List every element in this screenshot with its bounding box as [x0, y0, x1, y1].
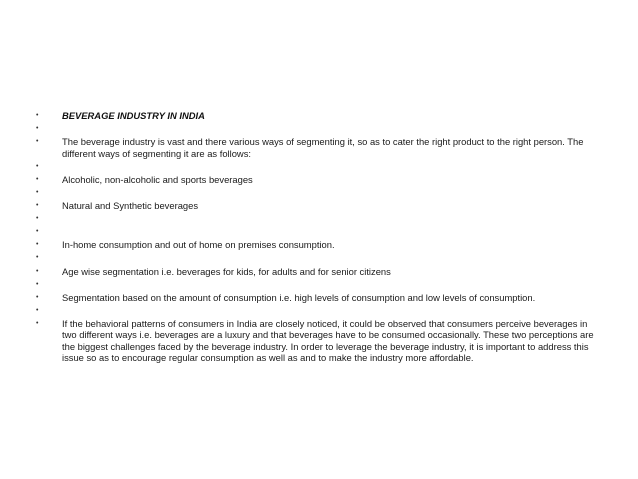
bullet-icon: • — [36, 280, 39, 288]
bullet-list — [36, 110, 602, 366]
bullet-item-intro — [36, 136, 602, 159]
bullet-icon: • — [36, 215, 39, 223]
bullet-item-amount — [36, 292, 602, 304]
bullet-item-empty — [36, 213, 602, 225]
bullet-item-age-wise — [36, 266, 602, 278]
bullet-icon: • — [36, 293, 39, 301]
bullet-item-in-home — [36, 239, 602, 251]
bullet-item-empty — [36, 123, 602, 135]
bullet-text: Natural and Synthetic beverages — [62, 200, 199, 212]
bullet-icon: • — [36, 306, 39, 314]
bullet-item-behavioral — [36, 318, 602, 364]
bullet-icon: • — [36, 188, 39, 196]
bullet-text: Age wise segmentation i.e. beverages for kids, for adults and for senior citizens — [62, 265, 391, 277]
bullet-item-alcoholic — [36, 174, 602, 186]
bullet-icon: • — [36, 254, 39, 262]
bullet-icon: • — [36, 162, 39, 170]
bullet-item-natural — [36, 200, 602, 212]
bullet-icon: • — [36, 138, 39, 146]
bullet-icon: • — [36, 228, 39, 236]
bullet-item-empty — [36, 279, 602, 291]
bullet-item-empty — [36, 161, 602, 173]
bullet-text: In-home consumption and out of home on premises consumption. — [62, 239, 335, 251]
bullet-icon: • — [36, 175, 39, 183]
bullet-icon: • — [36, 319, 39, 327]
bullet-text: If the behavioral patterns of consumers in India are closely noticed, it could be observed that consumers perceive beverages in two different ways i.e. beverages are a luxury and that beverages have to be consumed occasionally. These two perceptions are the biggest challenges faced by the beverage industry. In order to leverage the beverage industry, it is important to address this issue so as to encourage regular consumption as well as and to make the industry more affordable. — [62, 317, 594, 364]
bullet-icon: • — [36, 202, 39, 210]
bullet-icon: • — [36, 112, 39, 119]
bullet-icon: • — [36, 241, 39, 249]
bullet-text: Alcoholic, non-alcoholic and sports beverages — [62, 173, 253, 185]
bullet-icon: • — [36, 267, 39, 275]
bullet-text: Segmentation based on the amount of consumption i.e. high levels of consumption and low levels of consumption. — [62, 291, 536, 303]
bullet-icon: • — [36, 125, 39, 133]
bullet-item-empty — [36, 305, 602, 317]
bullet-text: The beverage industry is vast and there various ways of segmenting it, so as to cater the right product to the right person. The different ways of segmenting it are as follows: — [62, 136, 584, 159]
slide-heading: BEVERAGE INDUSTRY IN INDIA — [62, 110, 205, 121]
bullet-item-heading — [36, 110, 602, 122]
bullet-item-empty — [36, 226, 602, 238]
bullet-item-empty — [36, 252, 602, 264]
bullet-item-empty — [36, 187, 602, 199]
